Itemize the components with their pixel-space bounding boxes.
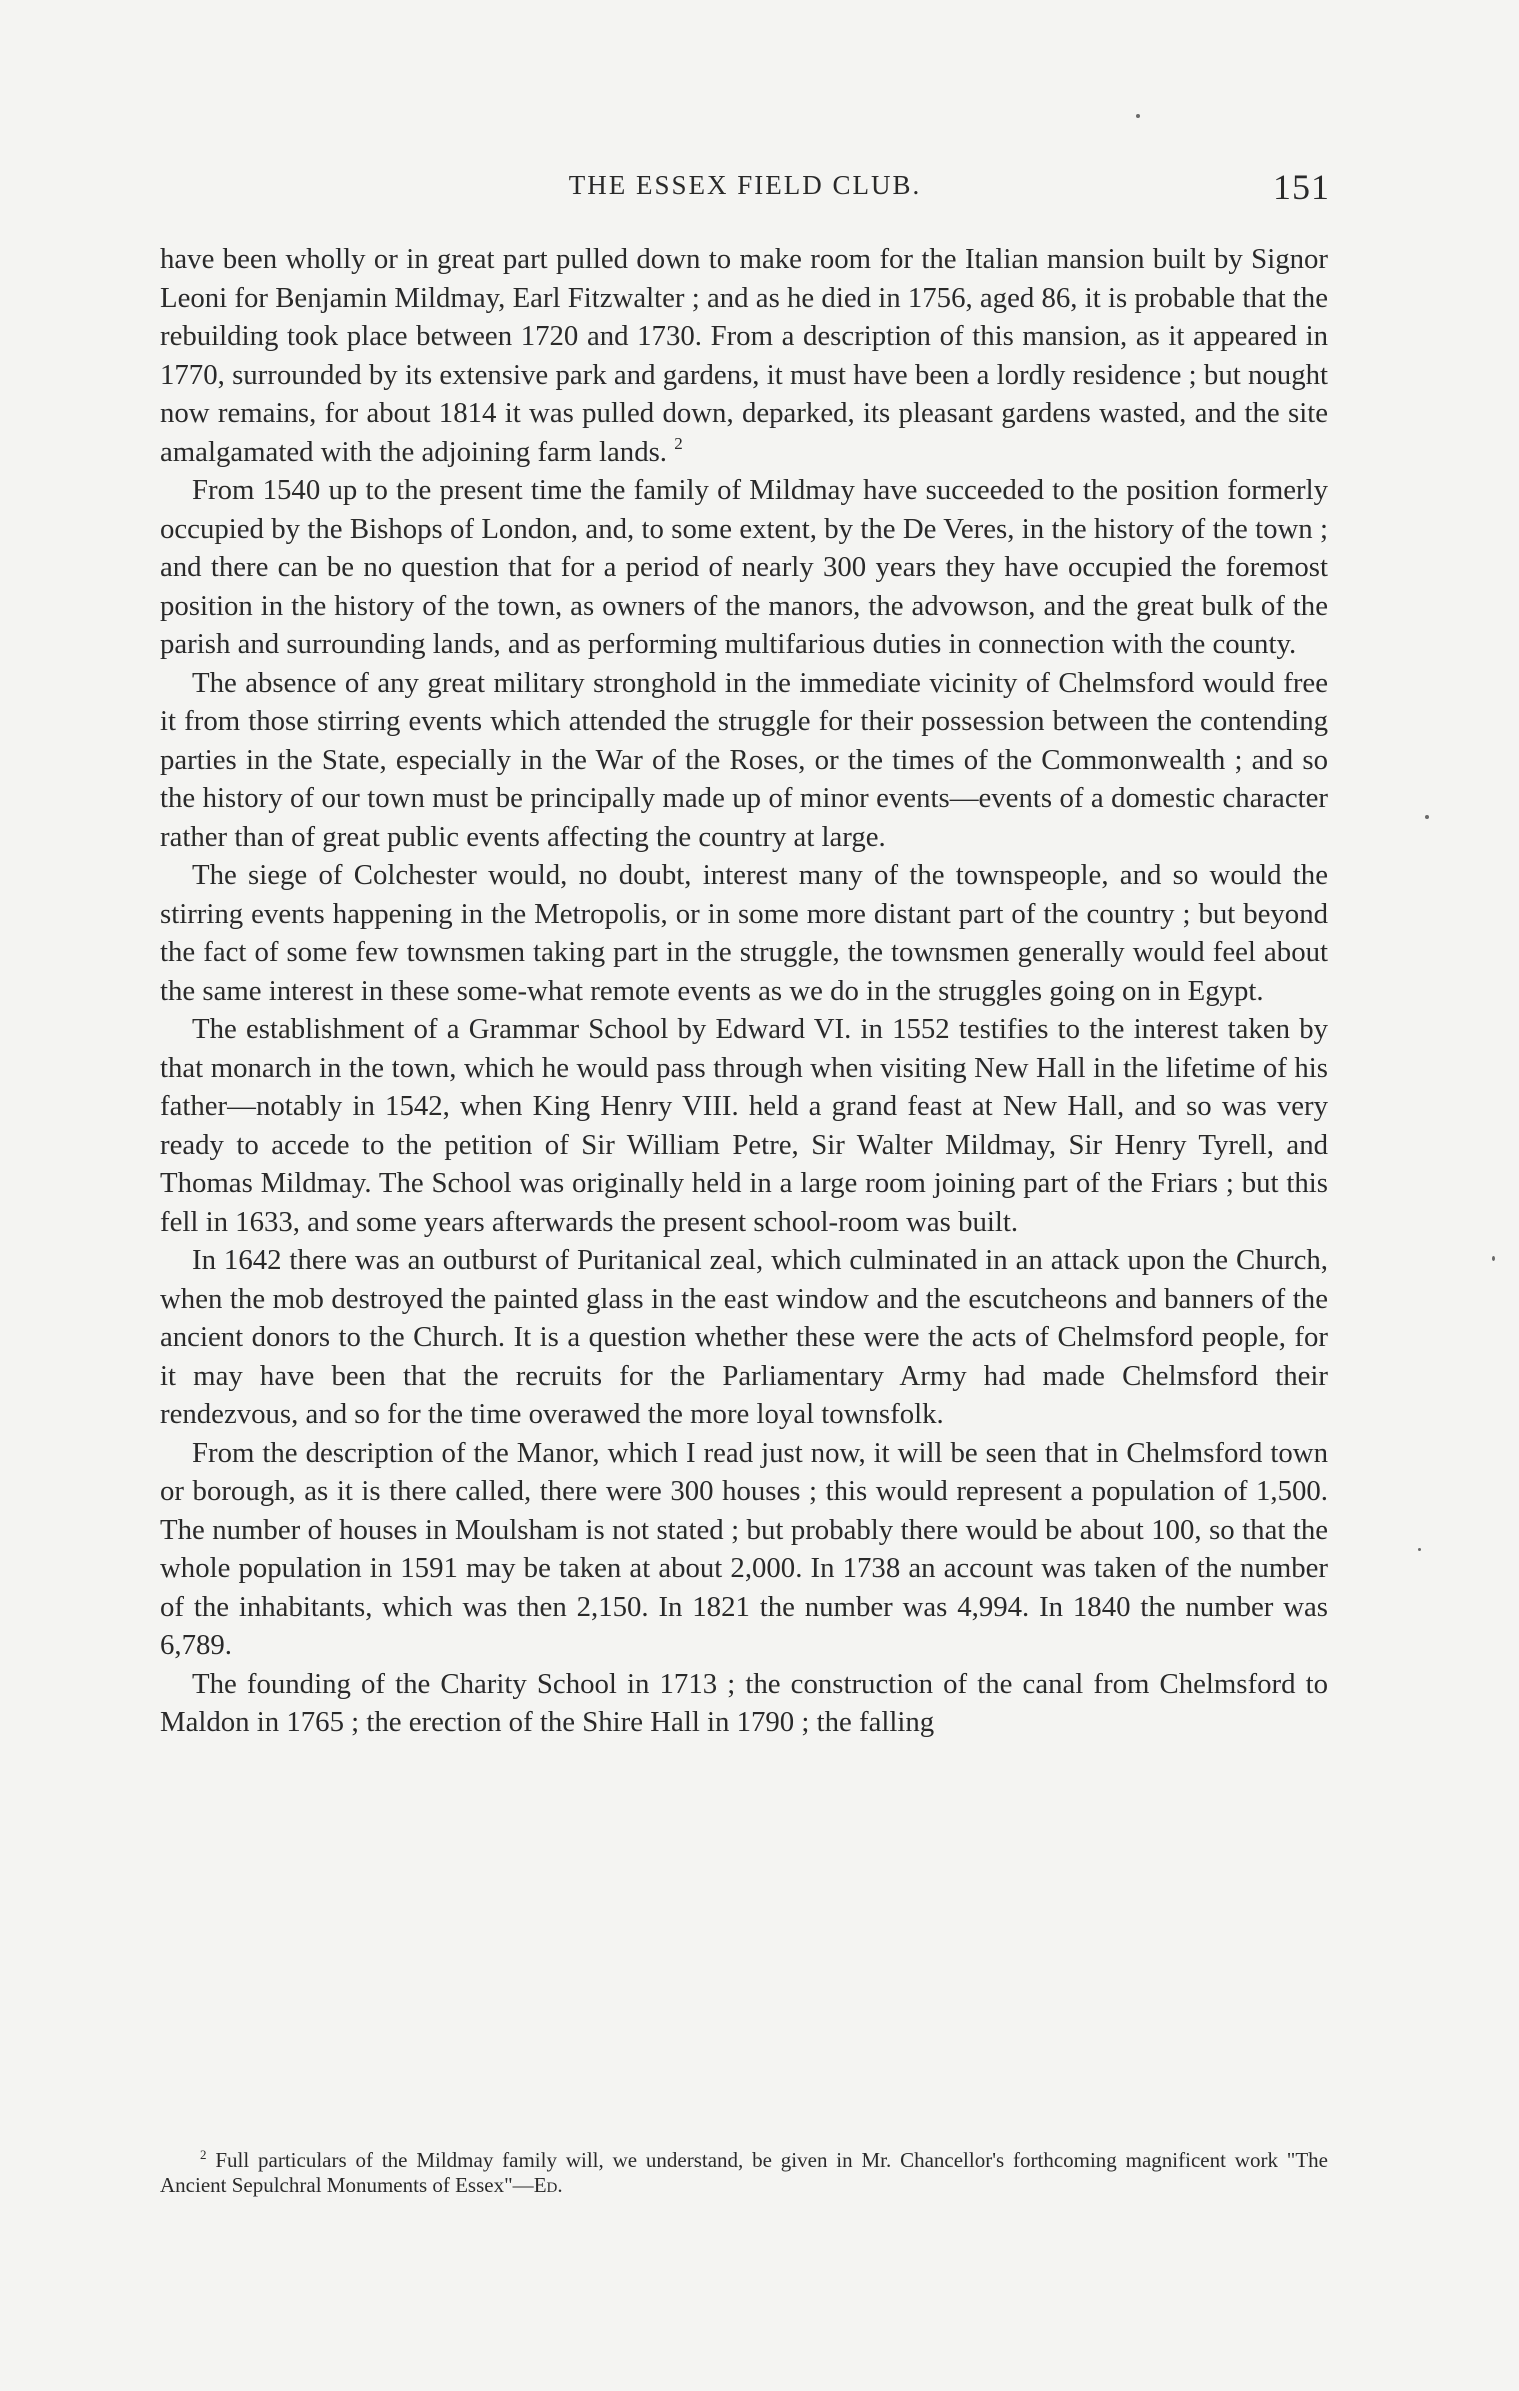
footnote	[160, 2148, 1328, 2198]
footnote-editor-mark: Ed.	[533, 2173, 563, 2197]
scan-speck	[1425, 815, 1429, 819]
scan-speck	[1136, 114, 1140, 118]
paragraph-3: The absence of any great military stronghold in the immediate vicinity of Chelmsford would free it from those stirring events which attended the struggle for their possession between the contending parties in the State, especially in the War of the Roses, or the times of the Commonwealth ; and so the history of our town must be principally made up of minor events—events of a domestic character rather than of great public events affecting the country at large.	[160, 666, 1328, 853]
paragraph-5: The establishment of a Grammar School by Edward VI. in 1552 testifies to the interest taken by that monarch in the town, which he would pass through when visiting New Hall in the lifetime of his father—notably in 1542, when King Henry VIII. held a grand feast at New Hall, and so was very ready to accede to the petition of Sir William Petre, Sir Walter Mildmay, Sir Henry Tyrell, and Thomas Mildmay. The School was originally held in a large room joining part of the Friars ; but this fell in 1633, and some years afterwards the present school-room was built.	[160, 1013, 1328, 1238]
page-header	[160, 166, 1330, 216]
scan-speck	[1418, 1548, 1421, 1551]
footnote-text: Full particulars of the Mildmay family will, we understand, be given in Mr. Chancellor's forthcoming magnificent work "The Ancient Sepulchral Monuments of Essex"—	[160, 2148, 1328, 2197]
paragraph-6: In 1642 there was an outburst of Puritanical zeal, which culminated in an attack upon the Church, when the mob destroyed the painted glass in the east window and the escutcheons and banners of the ancient donors to the Church. It is a question whether these were the acts of Chelmsford people, for it may have been that the recruits for the Parliamentary Army had made Chelmsford their rendezvous, and so for the time overawed the more loyal townsfolk.	[160, 1244, 1328, 1430]
paragraph-7: From the description of the Manor, which I read just now, it will be seen that in Chelmsford town or borough, as it is there called, there were 300 houses ; this would represent a population of 1,500. The number of houses in Moulsham is not stated ; but probably there would be about 100, so that the whole population in 1591 may be taken at about 2,000. In 1738 an account was taken of the number of the inhabitants, which was then 2,150. In 1821 the number was 4,994. In 1840 the number was 6,789.	[160, 1436, 1328, 1661]
paragraph-1	[160, 240, 1328, 471]
scan-speck	[1492, 1256, 1495, 1261]
paragraph-4: The siege of Colchester would, no doubt, interest many of the townspeople, and so would the stirring events happening in the Metropolis, or in some more distant part of the country ; but beyond the fact of some few townsmen taking part in the struggle, the townsmen generally would feel about the same interest in these some-what remote events as we do in the struggles going on in Egypt.	[160, 859, 1328, 1007]
paragraph-2: From 1540 up to the present time the family of Mildmay have succeeded to the position formerly occupied by the Bishops of London, and, to some extent, by the De Veres, in the history of the town ; and there can be no question that for a period of nearly 300 years they have occupied the foremost position in the history of the town, as owners of the manors, the advowson, and the great bulk of the parish and surrounding lands, and as performing multifarious duties in connection with the county.	[160, 474, 1328, 660]
footnote-reference: 2	[674, 433, 683, 453]
paragraph-1-text: have been wholly or in great part pulled down to make room for the Italian mansion built by Signor Leoni for Benjamin Mildmay, Earl Fitzwalter ; and as he died in 1756, aged 86, it is probable that the rebuilding took place between 1720 and 1730. From a description of this mansion, as it appeared in 1770, surrounded by its extensive park and gardens, it must have been a lordly residence ; but nought now remains, for about 1814 it was pulled down, deparked, its pleasant gardens wasted, and the site amalgamated with the adjoining farm lands.	[160, 243, 1328, 468]
footnote-paragraph	[160, 2148, 1328, 2198]
footnote-marker: 2	[200, 2147, 207, 2162]
body-text	[160, 240, 1328, 1742]
running-head: THE ESSEX FIELD CLUB.	[568, 170, 922, 200]
paragraph-8: The founding of the Charity School in 1713 ; the construction of the canal from Chelmsford to Maldon in 1765 ; the erection of the Shire Hall in 1790 ; the falling	[160, 1667, 1328, 1738]
page-number: 151	[1273, 167, 1330, 207]
